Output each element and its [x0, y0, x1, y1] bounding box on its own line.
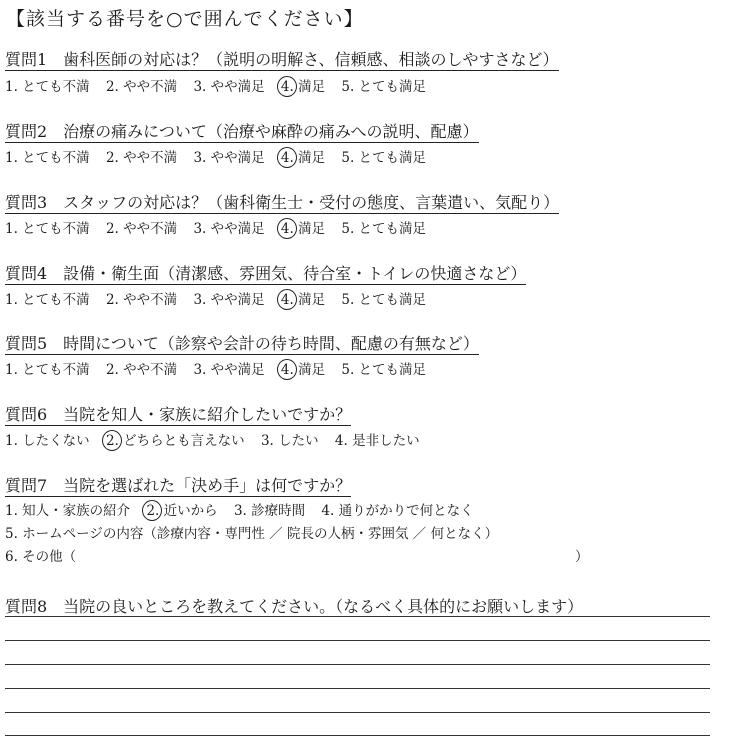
q4-option-1[interactable]: 1. とても不満 [5, 292, 90, 308]
q7-option-2[interactable]: 2. 近いから [146, 503, 217, 519]
q3-option-4[interactable]: 4. 満足 [281, 221, 325, 237]
q3-option-3[interactable]: 3. やや満足 [193, 221, 265, 237]
q6-option-2[interactable]: 2. どちらとも言えない [106, 433, 245, 449]
question-7-options-row2 [5, 526, 510, 542]
answer-line[interactable] [5, 712, 710, 713]
q1-option-2[interactable]: 2. やや不満 [105, 79, 178, 95]
q7-option-6[interactable]: 6. その他（ [5, 549, 77, 565]
q5-option-1[interactable]: 1. とても不満 [5, 362, 90, 378]
q6-option-3[interactable]: 3. したい [260, 433, 319, 449]
q1-option-3[interactable]: 3. やや満足 [193, 79, 265, 95]
question-7-options-row3 [5, 549, 589, 565]
q3-option-1[interactable]: 1. とても不満 [5, 221, 90, 237]
answer-line[interactable] [5, 640, 710, 641]
answer-line[interactable] [5, 688, 710, 689]
question-7-title: 質問7 当院を選ばれた「決め手」は何ですか？ [5, 476, 352, 495]
q5-option-2[interactable]: 2. やや不満 [105, 362, 178, 378]
q4-option-2[interactable]: 2. やや不満 [105, 292, 178, 308]
question-1-options [5, 79, 438, 95]
q7-option-4[interactable]: 4. 通りがかりで何となく [321, 503, 474, 519]
q7-option-3[interactable]: 3. 診療時間 [233, 503, 306, 519]
question-6-options [5, 433, 432, 449]
answer-line[interactable] [5, 735, 710, 736]
q5-option-4[interactable]: 4. 満足 [281, 362, 325, 378]
q1-option-1[interactable]: 1. とても不満 [5, 79, 90, 95]
q4-option-4[interactable]: 4. 満足 [281, 292, 325, 308]
question-8-title: 質問8 当院の良いところを教えてください。（なるべく具体的にお願いします） [5, 597, 584, 616]
q3-option-2[interactable]: 2. やや不満 [105, 221, 178, 237]
q2-option-3[interactable]: 3. やや満足 [193, 150, 265, 166]
q7-option-5[interactable]: 5. ホームページの内容（診療内容・専門性 ／ 院長の人柄・雰囲気 ／ 何となく） [5, 526, 499, 542]
q3-option-5[interactable]: 5. とても満足 [341, 221, 427, 237]
q5-option-3[interactable]: 3. やや満足 [193, 362, 265, 378]
question-7-options-row1 [5, 503, 486, 519]
q1-option-5[interactable]: 5. とても満足 [341, 79, 427, 95]
question-4-options [5, 292, 438, 308]
q7-option-1[interactable]: 1. 知人・家族の紹介 [5, 503, 131, 519]
instruction-header: 【該当する番号を○で囲んでください】 [6, 8, 364, 30]
question-3-options [5, 221, 438, 237]
q6-option-1[interactable]: 1. したくない [5, 433, 90, 449]
q2-option-1[interactable]: 1. とても不満 [5, 150, 90, 166]
q2-option-2[interactable]: 2. やや不満 [105, 150, 178, 166]
question-5-options [5, 362, 438, 378]
q5-option-5[interactable]: 5. とても満足 [341, 362, 427, 378]
q1-option-4[interactable]: 4. 満足 [281, 79, 325, 95]
q2-option-4[interactable]: 4. 満足 [281, 150, 325, 166]
question-4-title: 質問4 設備・衛生面（清潔感、雰囲気、待合室・トイレの快適さなど） [5, 264, 527, 283]
question-6-title: 質問6 当院を知人・家族に紹介したいですか？ [5, 405, 352, 424]
q4-option-5[interactable]: 5. とても満足 [341, 292, 427, 308]
q4-option-3[interactable]: 3. やや満足 [193, 292, 265, 308]
question-3-title: 質問3 スタッフの対応は？（歯科衛生士・受付の態度、言葉遣い、気配り） [5, 193, 560, 212]
answer-line[interactable] [5, 664, 710, 665]
question-2-title: 質問2 治療の痛みについて（治療や麻酔の痛みへの説明、配慮） [5, 122, 479, 141]
q6-option-4[interactable]: 4. 是非したい [334, 433, 420, 449]
question-2-options [5, 150, 438, 166]
question-1-title: 質問1 歯科医師の対応は？（説明の明解さ、信頼感、相談のしやすさなど） [5, 50, 559, 69]
q7-other-close-paren: ） [575, 549, 589, 565]
question-5-title: 質問5 時間について（診察や会計の待ち時間、配慮の有無など） [5, 334, 479, 353]
answer-line[interactable] [5, 616, 710, 617]
q2-option-5[interactable]: 5. とても満足 [341, 150, 427, 166]
